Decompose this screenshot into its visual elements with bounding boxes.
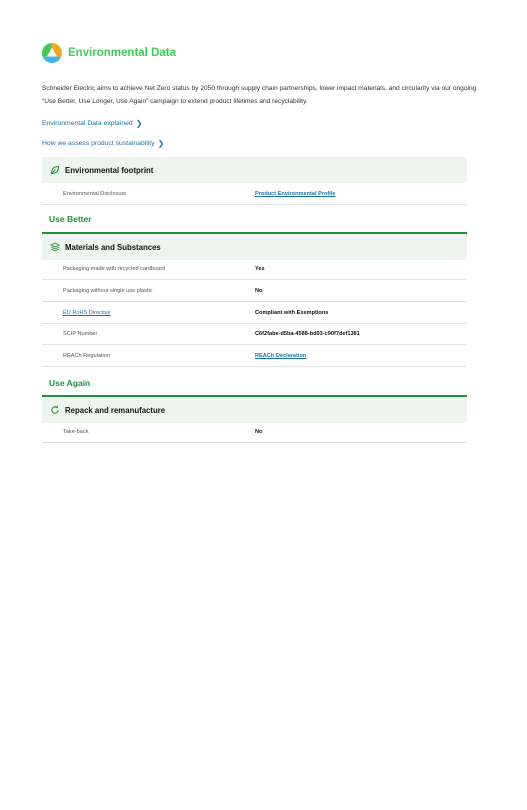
materials-substances-header <box>42 232 467 260</box>
product-environmental-profile-link[interactable]: Product Environmental Profile <box>255 190 336 197</box>
section-title: Materials and Substances <box>65 242 161 252</box>
table-row <box>42 345 467 367</box>
assess-sustainability-label: How we assess product sustainability <box>42 140 155 147</box>
use-better-title: Use Better <box>49 214 92 224</box>
row-label: SCIP Number <box>63 330 98 337</box>
table-row <box>42 258 467 280</box>
row-label: Take-back <box>63 428 89 435</box>
refresh-icon <box>50 405 60 415</box>
layers-icon <box>50 242 60 252</box>
intro-paragraph: Schneider Electric aims to achieve Net Zero status by 2050 through supply chain partnerships, lower impact materials, and circularity via our ongoing “Use Better, Use Longer, Use Again” campaign to extend product lifetimes and recyclability. <box>42 85 477 105</box>
row-value: No <box>255 287 263 294</box>
environment-logo-icon <box>42 43 62 63</box>
row-value: Compliant with Exemptions <box>255 309 329 316</box>
chevron-right-icon: ❯ <box>157 139 165 148</box>
row-label: Packaging made with recycled cardboard <box>63 265 166 272</box>
table-row <box>42 280 467 302</box>
section-title: Repack and remanufacture <box>65 405 166 415</box>
environmental-footprint-header <box>42 157 467 183</box>
table-row <box>42 323 467 345</box>
leaf-icon <box>50 165 60 175</box>
page-header <box>42 43 176 63</box>
table-row <box>42 302 467 324</box>
page-title: Environmental Data <box>68 47 176 59</box>
table-row <box>42 183 467 205</box>
environmental-data-explained-label: Environmental Data explained <box>42 120 133 127</box>
table-row <box>42 421 467 443</box>
row-label: Environmental Disclosure <box>63 190 127 197</box>
row-label: REACh Regulation <box>63 352 110 359</box>
use-again-title: Use Again <box>49 378 91 388</box>
row-label: Packaging without single use plastic <box>63 287 153 294</box>
assess-sustainability-link[interactable] <box>42 139 164 148</box>
environmental-data-explained-link[interactable] <box>42 119 142 128</box>
eu-rohs-directive-link[interactable]: EU RoHS Directive <box>63 309 111 316</box>
row-value: C6f2fabe-d5ba-4588-bd03-c90f7def1381 <box>255 330 360 337</box>
reach-declaration-link[interactable]: REACh Declaration <box>255 352 307 359</box>
row-value: Yes <box>255 265 265 272</box>
row-value: No <box>255 428 263 435</box>
repack-remanufacture-header <box>42 395 467 423</box>
chevron-right-icon: ❯ <box>135 119 143 128</box>
section-title: Environmental footprint <box>65 165 154 175</box>
